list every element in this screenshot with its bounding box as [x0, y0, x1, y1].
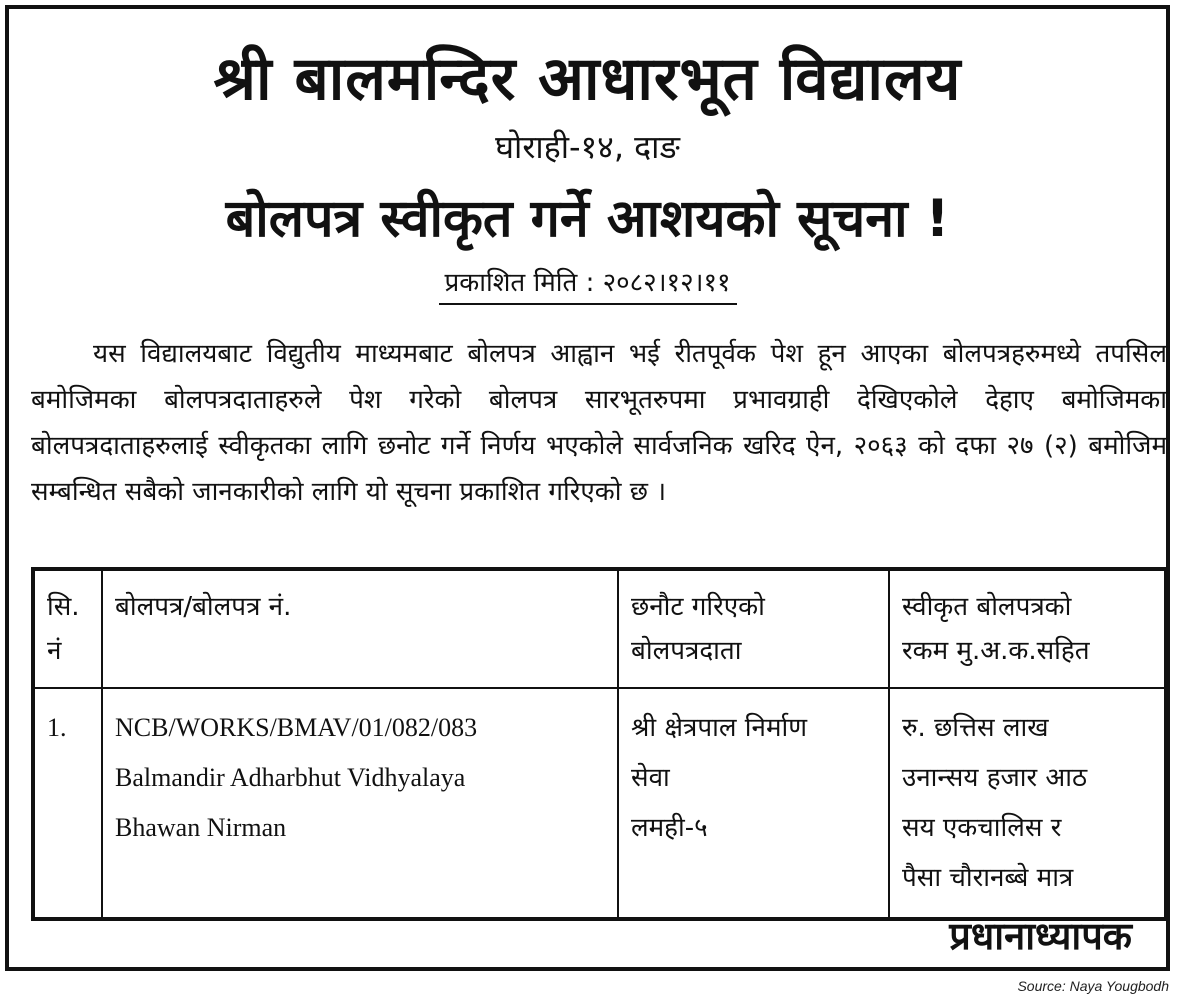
row-bidder — [618, 688, 889, 919]
bidder-line1: श्री क्षेत्रपाल निर्माण — [631, 713, 808, 743]
header-sn-line1: सि. — [47, 592, 80, 622]
notice-frame — [5, 5, 1170, 971]
header-amount — [889, 569, 1166, 688]
header-bidder-line2: बोलपत्रदाता — [631, 636, 742, 666]
source-credit: Source: Naya Yougbodh — [1017, 978, 1169, 994]
school-name: श्री बालमन्दिर आधारभूत विद्यालय — [213, 44, 962, 114]
amount-line4: पैसा चौरानब्बे मात्र — [902, 863, 1074, 893]
header-bidder — [618, 569, 889, 688]
amount-line1: रु. छत्तिस लाख — [902, 713, 1049, 743]
notice-paragraph: यस विद्यालयबाट विद्युतीय माध्यमबाट बोलपत्र आह्वान भई रीतपूर्वक पेश हून आएका बोलपत्रहरुमध्ये तपसिल बमोजिमका बोलपत्रदाताहरुले पेश गरेको बोलपत्र सारभूतरुपमा प्रभावग्राही देखिएकोले देहाए बमोजिमका बोलपत्रदाताहरुलाई स्वीकृतका लागि छनोट गर्ने निर्णय भएकोले सार्वजनिक खरिद ऐन, २०६३ को दफा २७ (२) बमोजिम सम्बन्धित सबैको जानकारीको लागि यो सूचना प्रकाशित गरिएको छ । — [31, 339, 1167, 507]
school-address: घोराही-१४, दाङ — [495, 128, 680, 166]
table-header-row — [33, 569, 1166, 688]
published-date — [9, 263, 1166, 305]
header-amount-line2: रकम मु.अ.क.सहित — [902, 636, 1090, 666]
table-row — [33, 688, 1166, 919]
tender-table — [31, 567, 1168, 921]
header-bidder-line1: छनौट गरिएको — [631, 592, 765, 622]
header-sn — [33, 569, 102, 688]
row-amount — [889, 688, 1166, 919]
row-sn: 1. — [33, 688, 102, 919]
bidder-line3: लमही-५ — [631, 813, 708, 843]
published-date-text: प्रकाशित मिति : २०८२।१२।११ — [439, 263, 737, 305]
signature-principal: प्रधानाध्यापक — [949, 914, 1132, 958]
row-tender-no — [102, 688, 618, 919]
header-sn-line2: नं — [47, 636, 62, 666]
amount-line2: उनान्सय हजार आठ — [902, 763, 1088, 793]
amount-line3: सय एकचालिस र — [902, 813, 1062, 843]
header-amount-line1: स्वीकृत बोलपत्रको — [902, 592, 1072, 622]
tender-number: NCB/WORKS/BMAV/01/082/083 — [115, 713, 478, 742]
notice-title: बोलपत्र स्वीकृत गर्ने आशयको सूचना ! — [225, 189, 950, 249]
tender-name-line2: Bhawan Nirman — [115, 813, 287, 842]
tender-name-line1: Balmandir Adharbhut Vidhyalaya — [115, 763, 466, 792]
header-tender-no: बोलपत्र/बोलपत्र नं. — [102, 569, 618, 688]
bidder-line2: सेवा — [631, 763, 670, 793]
